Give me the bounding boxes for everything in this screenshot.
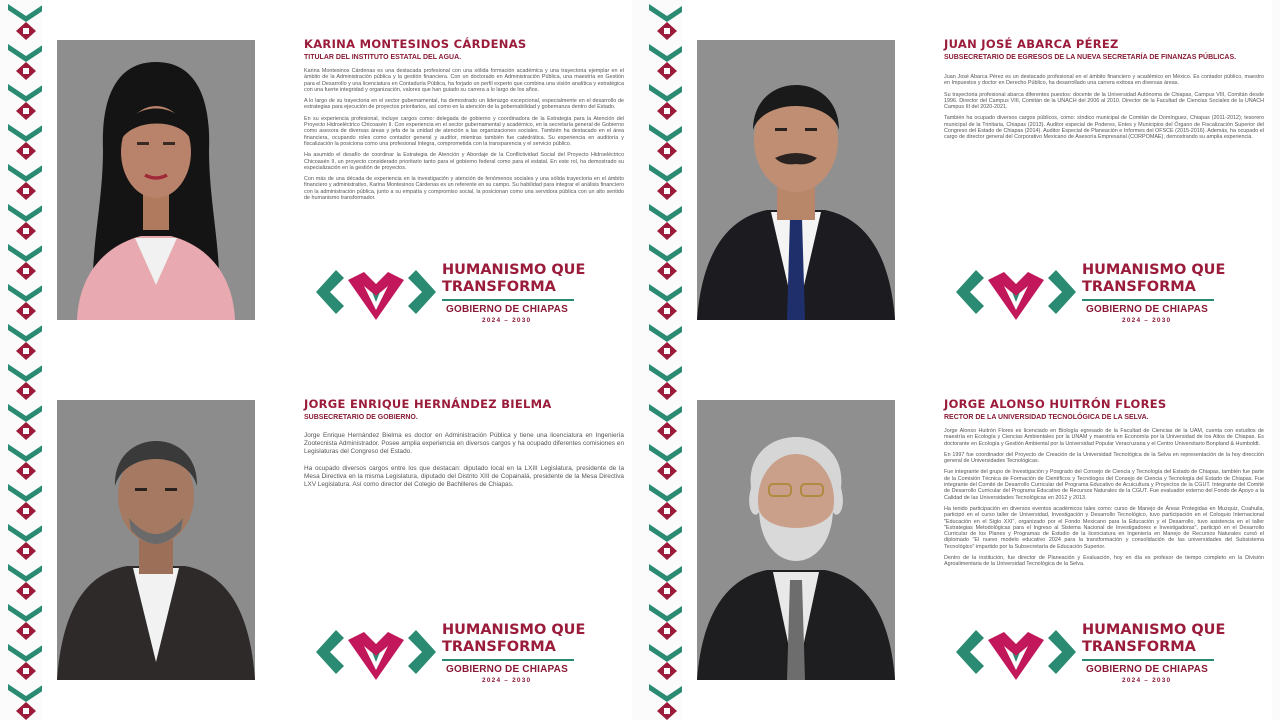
portrait-photo (57, 40, 255, 320)
ornament-motif (8, 244, 44, 280)
ornament-motif (8, 284, 44, 320)
ornament-motif (649, 644, 685, 680)
logo-right-chevron (408, 270, 436, 314)
logo-left-chevron (956, 630, 984, 674)
bio-block (944, 38, 1264, 146)
ornament-motif (8, 364, 44, 400)
ornament-motif (8, 604, 44, 640)
ornament-motif (649, 524, 685, 560)
ornament-motif (8, 324, 44, 360)
government-name: GOBIERNO DE CHIAPAS (1086, 663, 1208, 675)
person-name: KARINA MONTESINOS CÁRDENAS (304, 37, 527, 51)
slogan-divider (442, 659, 574, 661)
slogan-line-1: HUMANISMO QUE (1082, 262, 1226, 278)
person-role: SUBSECRETARIO DE EGRESOS DE LA NUEVA SECRETARÍA DE FINANZAS PÚBLICAS. (944, 54, 1237, 61)
bio-block (304, 38, 624, 206)
ornament-motif (649, 124, 685, 160)
bio-text (944, 428, 1264, 568)
bio-paragraph: Su trayectoria profesional abarca diferentes puestos: docente de la Universidad Autónoma de Chiapas, Campus VIII, Comitán desde 1996. Director del Campus VIII, Comitán de la UNACH del 2006 al 2010. Director de la Facultad de Ciencias Sociales de la UNACH Campus III del 2020-2021. (944, 91, 1264, 111)
ornament-motif (8, 124, 44, 160)
government-logo (314, 262, 614, 352)
bio-paragraph: En su experiencia profesional, incluye cargos como: delegada de gobierno y coordinadora de la Estrategia para la Atención del Proyecto Hidroeléctrico Chicoasén II. Con experiencia en el sector gubernamental y académico, en la secretaría general de Gobierno como asesora de diversas áreas y jefa de la unidad de atención a las organizaciones sociales. También ha destacado en el área financiera, ocupando roles como contador general y auditor, mientras también fue catedrática. Su experiencia en auditoría y fiscalización la posiciona como una profesional íntegra, comprometida con la transparencia y el servicio público. (304, 115, 624, 147)
slogan-divider (1082, 659, 1214, 661)
ornament-motif (8, 404, 44, 440)
ornament-motif (649, 324, 685, 360)
portrait-photo (697, 40, 895, 320)
government-logo (954, 622, 1254, 712)
ornament-motif (649, 364, 685, 400)
person-role: TITULAR DEL INSTITUTO ESTATAL DEL AGUA. (304, 54, 462, 61)
bio-block (304, 398, 624, 497)
bio-paragraph: Ha ocupado diversos cargos entre los que destacan: diputado local en la LXIII Legislatura, presidente de la Mesa Directiva en la misma Legislatura, diputado del Distrito XIII de Copainalá, presidente de la Mesa Directiva LXV Legislatura. Así como director del Colegio de Bachilleres de Chiapas. (304, 464, 624, 489)
logo-right-chevron (1048, 270, 1076, 314)
person-name: JORGE ALONSO HUITRÓN FLORES (944, 397, 1167, 411)
slogan-line-2: TRANSFORMA (1082, 279, 1196, 295)
government-name: GOBIERNO DE CHIAPAS (1086, 303, 1208, 315)
government-period: 2024 – 2030 (1122, 316, 1172, 324)
logo-left-chevron (316, 270, 344, 314)
government-period: 2024 – 2030 (482, 676, 532, 684)
ornament-motif (8, 44, 44, 80)
ornament-motif (649, 4, 685, 40)
ornament-motif (649, 484, 685, 520)
ornament-motif (8, 204, 44, 240)
slogan-line-1: HUMANISMO QUE (1082, 622, 1226, 638)
bio-paragraph: En 1997 fue coordinador del Proyecto de Creación de la Universidad Tecnológica de la Selva en representación de la hoy dirección general de Universidades Tecnológicas. (944, 451, 1264, 465)
profile-card-jorge-alonso (682, 360, 1272, 720)
slogan (442, 262, 614, 324)
logo-right-chevron (1048, 630, 1076, 674)
profile-card-juan-jose (682, 0, 1272, 360)
bio-paragraph: Karina Montesinos Cárdenas es una destacada profesional con una sólida formación académica y una trayectoria ejemplar en el ámbito de la Administración pública y la gestión financiera. Con un doctorado en Administración Pública, una maestría en Gestión para el Desarrollo y una licenciatura en Contaduría Pública, ha forjado un perfil experto que combina una visión analítica y estratégica con una fuerte integridad y organización, valores que han guiado su carrera a lo largo de los años. (304, 68, 624, 93)
ornament-motif (8, 484, 44, 520)
bio-text (944, 74, 1264, 141)
ornament-motif (8, 84, 44, 120)
ornament-motif (649, 444, 685, 480)
profile-card-karina (42, 0, 632, 360)
government-logo (954, 262, 1254, 352)
slogan-divider (442, 299, 574, 301)
logo-right-chevron (408, 630, 436, 674)
ornament-motif (649, 684, 685, 720)
bio-paragraph: Dentro de la institución, fue director de Planeación y Evaluación, hoy en día es profesor de tiempo completo en la División Agroalimentaria de la Universidad Tecnológica de la Selva. (944, 555, 1264, 568)
ornament-motif (8, 524, 44, 560)
ornament-motif (8, 444, 44, 480)
ornament-motif (649, 284, 685, 320)
person-name: JUAN JOSÉ ABARCA PÉREZ (944, 37, 1119, 51)
bio-text (304, 68, 624, 201)
bio-paragraph: Juan José Abarca Pérez es un destacado profesional en el ámbito financiero y académico en México. Es contador público, maestro en Impuestos y doctor en Derecho Público, ha desarrollado una carrera exitosa en diversas áreas. (944, 74, 1264, 87)
person-name: JORGE ENRIQUE HERNÁNDEZ BIELMA (304, 397, 552, 411)
bio-paragraph: Con más de una década de experiencia en la investigación y atención de fenómenos sociales y una sólida trayectoria en el ámbito financiero y administrativo, Karina Montesinos Cárdenas es un referente en su campo. Su habilidad para integrar el análisis financiero con la administración pública, junto a su empatía y compromiso social, la posicionan como una servidora pública con un alto sentido de humanismo transformador. (304, 176, 624, 202)
government-logo (314, 622, 614, 712)
portrait-photo (697, 400, 895, 680)
government-period: 2024 – 2030 (482, 316, 532, 324)
ornament-motif (649, 564, 685, 600)
slogan-line-2: TRANSFORMA (442, 279, 556, 295)
logo-left-chevron (316, 630, 344, 674)
person-role: RECTOR DE LA UNIVERSIDAD TECNOLÓGICA DE LA SELVA. (944, 414, 1149, 421)
ornament-motif (649, 164, 685, 200)
bio-paragraph: A lo largo de su trayectoria en el sector gubernamental, ha demostrado un liderazgo excepcional, especialmente en el desarrollo de estrategias para ejecución de proyectos prioritarios, así como en la atención de la gobernabilidad y gobernanza dentro del Estado. (304, 98, 624, 111)
ornament-motif (8, 4, 44, 40)
ornament-motif (8, 564, 44, 600)
ornament-motif (649, 404, 685, 440)
slogan (1082, 622, 1254, 684)
person-role: SUBSECRETARIO DE GOBIERNO. (304, 414, 418, 421)
portrait-photo (57, 400, 255, 680)
bio-paragraph: Ha asumido el desafío de coordinar la Estrategia de Atención y Abordaje de la Conflictividad Social del Proyecto Hidroeléctrico Chicoasén II, un proyecto considerado prioritario tanto para el gobierno federal como para el estatal. En este rol, ha demostrado su especialización en la gestión de proyectos. (304, 152, 624, 171)
slogan-line-2: TRANSFORMA (442, 639, 556, 655)
government-name: GOBIERNO DE CHIAPAS (446, 303, 568, 315)
ornament-motif (8, 684, 44, 720)
slogan-line-1: HUMANISMO QUE (442, 622, 586, 638)
ornament-motif (8, 164, 44, 200)
government-name: GOBIERNO DE CHIAPAS (446, 663, 568, 675)
government-period: 2024 – 2030 (1122, 676, 1172, 684)
slogan-line-1: HUMANISMO QUE (442, 262, 586, 278)
slogan (1082, 262, 1254, 324)
logo-left-chevron (956, 270, 984, 314)
ornament-motif (649, 244, 685, 280)
ornament-motif (649, 44, 685, 80)
ornament-motif (649, 204, 685, 240)
ornament-motif (8, 644, 44, 680)
ornament-motif (649, 84, 685, 120)
bio-paragraph: Jorge Alonso Huitrón Flores es licenciado en Biología egresado de la Facultad de Ciencias de la UAM, cuenta con estudios de maestría en Ecología y Ciencias Ambientales por la UNAM y maestría en Economía por la Universidad de los Altos de Chiapas. Es doctorante en Ecología y Gestión Ambiental por la Universidad Popular Veracruzana y el Centro Universitario Bonpland & Humboldt. (944, 428, 1264, 447)
profile-card-jorge-enrique (42, 360, 632, 720)
bio-text (304, 432, 624, 489)
bio-paragraph: Fue integrante del grupo de Investigación y Posgrado del Consejo de Ciencia y Tecnología del Estado de Chiapas, también fue parte de la Comisión Técnica de Formación de Científicos y Tecnólogos del Consejo de Ciencia y Tecnología del Estado de Chiapas. Fue integrante del Comité de Desarrollo Curricular del Programa Educativo de Acuicultura y Proyectos de la CGUT. Integrante del Comité de Desarrollo Curricular del Programa Educativo de Recursos Naturales de la CGUT. Fue evaluador externo del Fondo de Apoyo a la Calidad de las Universidades Tecnológicas en 2012 y 2013. (944, 469, 1264, 501)
slogan-divider (1082, 299, 1214, 301)
bio-paragraph: Ha tenido participación en diversos eventos académicos tales como: curso de Manejo de Áreas Protegidas en Muzquiz, Coahuila, participó en el curso taller de Universidad, Investigación y Desarrollo Tecnológico, tuvo participación en el Coloquio Internacional "Educación en el Siglo XXI", organizado por el Fondo Mexicano para la Educación y el Desarrollo, tuvo asistencia en el taller "Estrategias Metodológicas para el Ingreso al Sistema Nacional de Investigadores e Investigadoras", participó en el Desarrollo Curricular de los Planes y Programas de Estudio de la licenciatura en Ingeniería en Manejo de Recursos Naturales cursó el diplomado "El nuevo modelo educativo 2024 para la transformación y consolidación de las universidades del Subsistema Tecnológico" impartido por la Subsecretaría de Educación Superior. (944, 505, 1264, 550)
slogan (442, 622, 614, 684)
bio-block (944, 398, 1264, 573)
ornament-motif (649, 604, 685, 640)
slogan-line-2: TRANSFORMA (1082, 639, 1196, 655)
bio-paragraph: También ha ocupado diversos cargos públicos, como: síndico municipal de Comitán de Domínguez, Chiapas (2011-2012); tesorero municipal de la Trinitaria, Chiapas (2013). Auditor especial de Poderes, Entes y Municipios del Órgano de Fiscalización Superior del Congreso del Estado de Chiapas (2014). Auditor Especial de Planeación e Informes del OFSCE (2015-2016). Además, ha ocupado el cargo de director general del Corporativo Mexicano de Asesoría Empresarial (CORPOMAE), demostrando su amplia experiencia. (944, 115, 1264, 141)
bio-paragraph: Jorge Enrique Hernández Bielma es doctor en Administración Pública y tiene una licenciatura en Ingeniería Zootecnista Administrador. Posee amplia experiencia en diversos cargos y ha ocupado diferentes comisiones en Legislaturas del Congreso del Estado. (304, 432, 624, 456)
